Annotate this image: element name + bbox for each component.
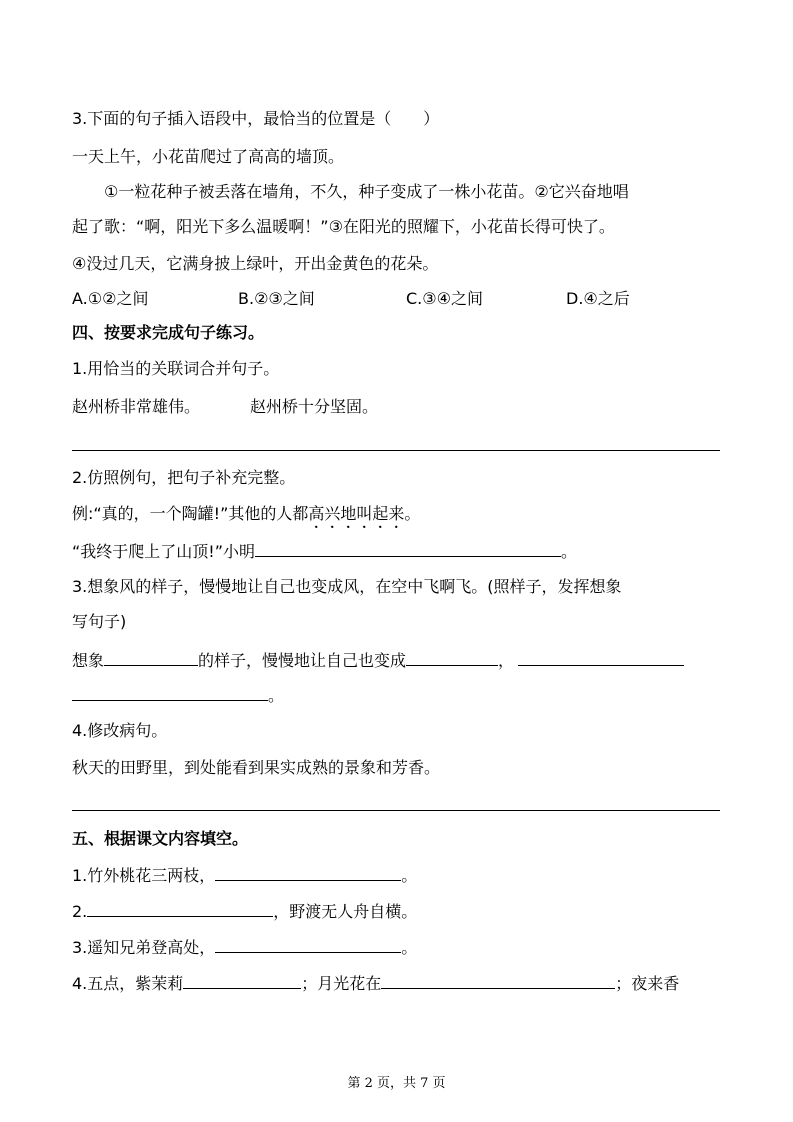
s4-q2-example-end: 。 [404, 504, 421, 523]
s5-q3 [72, 936, 417, 959]
s4-q3-end: 。 [268, 686, 285, 705]
s5-q4-blank-2[interactable] [381, 972, 615, 989]
s5-q4-end: ；夜来香 [615, 974, 680, 993]
q3-option-d[interactable]: D.④之后 [566, 289, 630, 308]
s4-q3-fill-line-2 [72, 684, 284, 707]
s4-q3-fill-line [72, 649, 684, 672]
s4-q4-answer-line[interactable] [72, 810, 720, 811]
s4-q1-sentence-1: 赵州桥非常雄伟。 [72, 397, 201, 416]
s4-q2-end: 。 [561, 542, 578, 561]
s5-q2-blank[interactable] [87, 900, 273, 917]
s5-q1-end: 。 [401, 866, 418, 885]
q3-sentence: 一天上午，小花苗爬过了高高的墙顶。 [72, 147, 345, 166]
s4-q4-sentence: 秋天的田野里，到处能看到果实成熟的景象和芳香。 [72, 758, 441, 777]
s4-q1-sentences [72, 396, 378, 418]
q3-paragraph-line-2: 起了歌：“啊，阳光下多么温暖啊！”③在阳光的照耀下，小花苗长得可快了。 [72, 217, 615, 236]
s4-q4-title: 4.修改病句。 [72, 721, 168, 740]
s5-q4-blank-1[interactable] [183, 972, 301, 989]
s5-q4-mid: ；月光花在 [301, 974, 382, 993]
s4-q2-example-dotted: 高兴地叫起来 [308, 504, 405, 523]
s5-q3-blank[interactable] [215, 936, 401, 953]
q3-option-a[interactable]: A.①②之间 [72, 289, 149, 308]
q3-option-b[interactable]: B.②③之间 [238, 289, 315, 308]
section5-heading: 五、根据课文内容填空。 [72, 829, 249, 848]
q3-title: 3.下面的句子插入语段中，最恰当的位置是（ ） [72, 109, 440, 128]
s5-q4-text: 4.五点，紫茉莉 [72, 974, 184, 993]
s5-q2-text: ，野渡无人舟自横。 [273, 902, 418, 921]
s5-q3-text: 3.遥知兄弟登高处， [72, 938, 216, 957]
s5-q3-end: 。 [401, 938, 418, 957]
s4-q2-prompt: “我终于爬上了山顶!”小明 [72, 542, 255, 561]
s4-q3-blank-4[interactable] [72, 684, 268, 701]
s4-q3-title-line-1: 3.想象风的样子，慢慢地让自己也变成风，在空中飞啊飞。(照样子，发挥想象 [72, 577, 622, 596]
s5-q2-number: 2. [72, 902, 88, 921]
s4-q1-answer-line[interactable] [72, 450, 720, 451]
s4-q2-example-start: 例:“真的，一个陶罐!”其他的人都 [72, 504, 309, 523]
s4-q3-fill-c: ， [498, 651, 515, 670]
s4-q1-title: 1.用恰当的关联词合并句子。 [72, 359, 280, 378]
s4-q3-blank-1[interactable] [104, 649, 198, 666]
s4-q3-fill-a: 想象 [72, 651, 105, 670]
s4-q1-sentence-2: 赵州桥十分坚固。 [250, 397, 379, 416]
s4-q3-blank-2[interactable] [406, 649, 498, 666]
page-footer: 第 2 页，共 7 页 [347, 1076, 446, 1091]
s4-q2-title: 2.仿照例句，把句子补充完整。 [72, 468, 296, 487]
q3-option-c[interactable]: C.③④之间 [406, 289, 483, 308]
s4-q2-example [72, 503, 420, 532]
q3-paragraph-line-1: ①一粒花种子被丢落在墙角，不久，种子变成了一株小花苗。②它兴奋地唱 [104, 182, 629, 201]
section4-heading: 四、按要求完成句子练习。 [72, 323, 265, 342]
s4-q3-title-line-2: 写句子) [72, 612, 127, 631]
s5-q1-text: 1.竹外桃花三两枝， [72, 866, 216, 885]
s5-q1-blank[interactable] [215, 864, 401, 881]
q3-paragraph-line-3: ④没过几天，它满身披上绿叶，开出金黄色的花朵。 [72, 254, 439, 273]
s4-q2-blank[interactable] [255, 540, 561, 557]
s4-q3-fill-b: 的样子，慢慢地让自己也变成 [198, 651, 407, 670]
s4-q3-blank-3[interactable] [518, 649, 684, 666]
s5-q4 [72, 972, 679, 995]
s5-q1 [72, 864, 417, 887]
s5-q2 [72, 900, 417, 923]
s4-q2-prompt-line [72, 540, 577, 563]
